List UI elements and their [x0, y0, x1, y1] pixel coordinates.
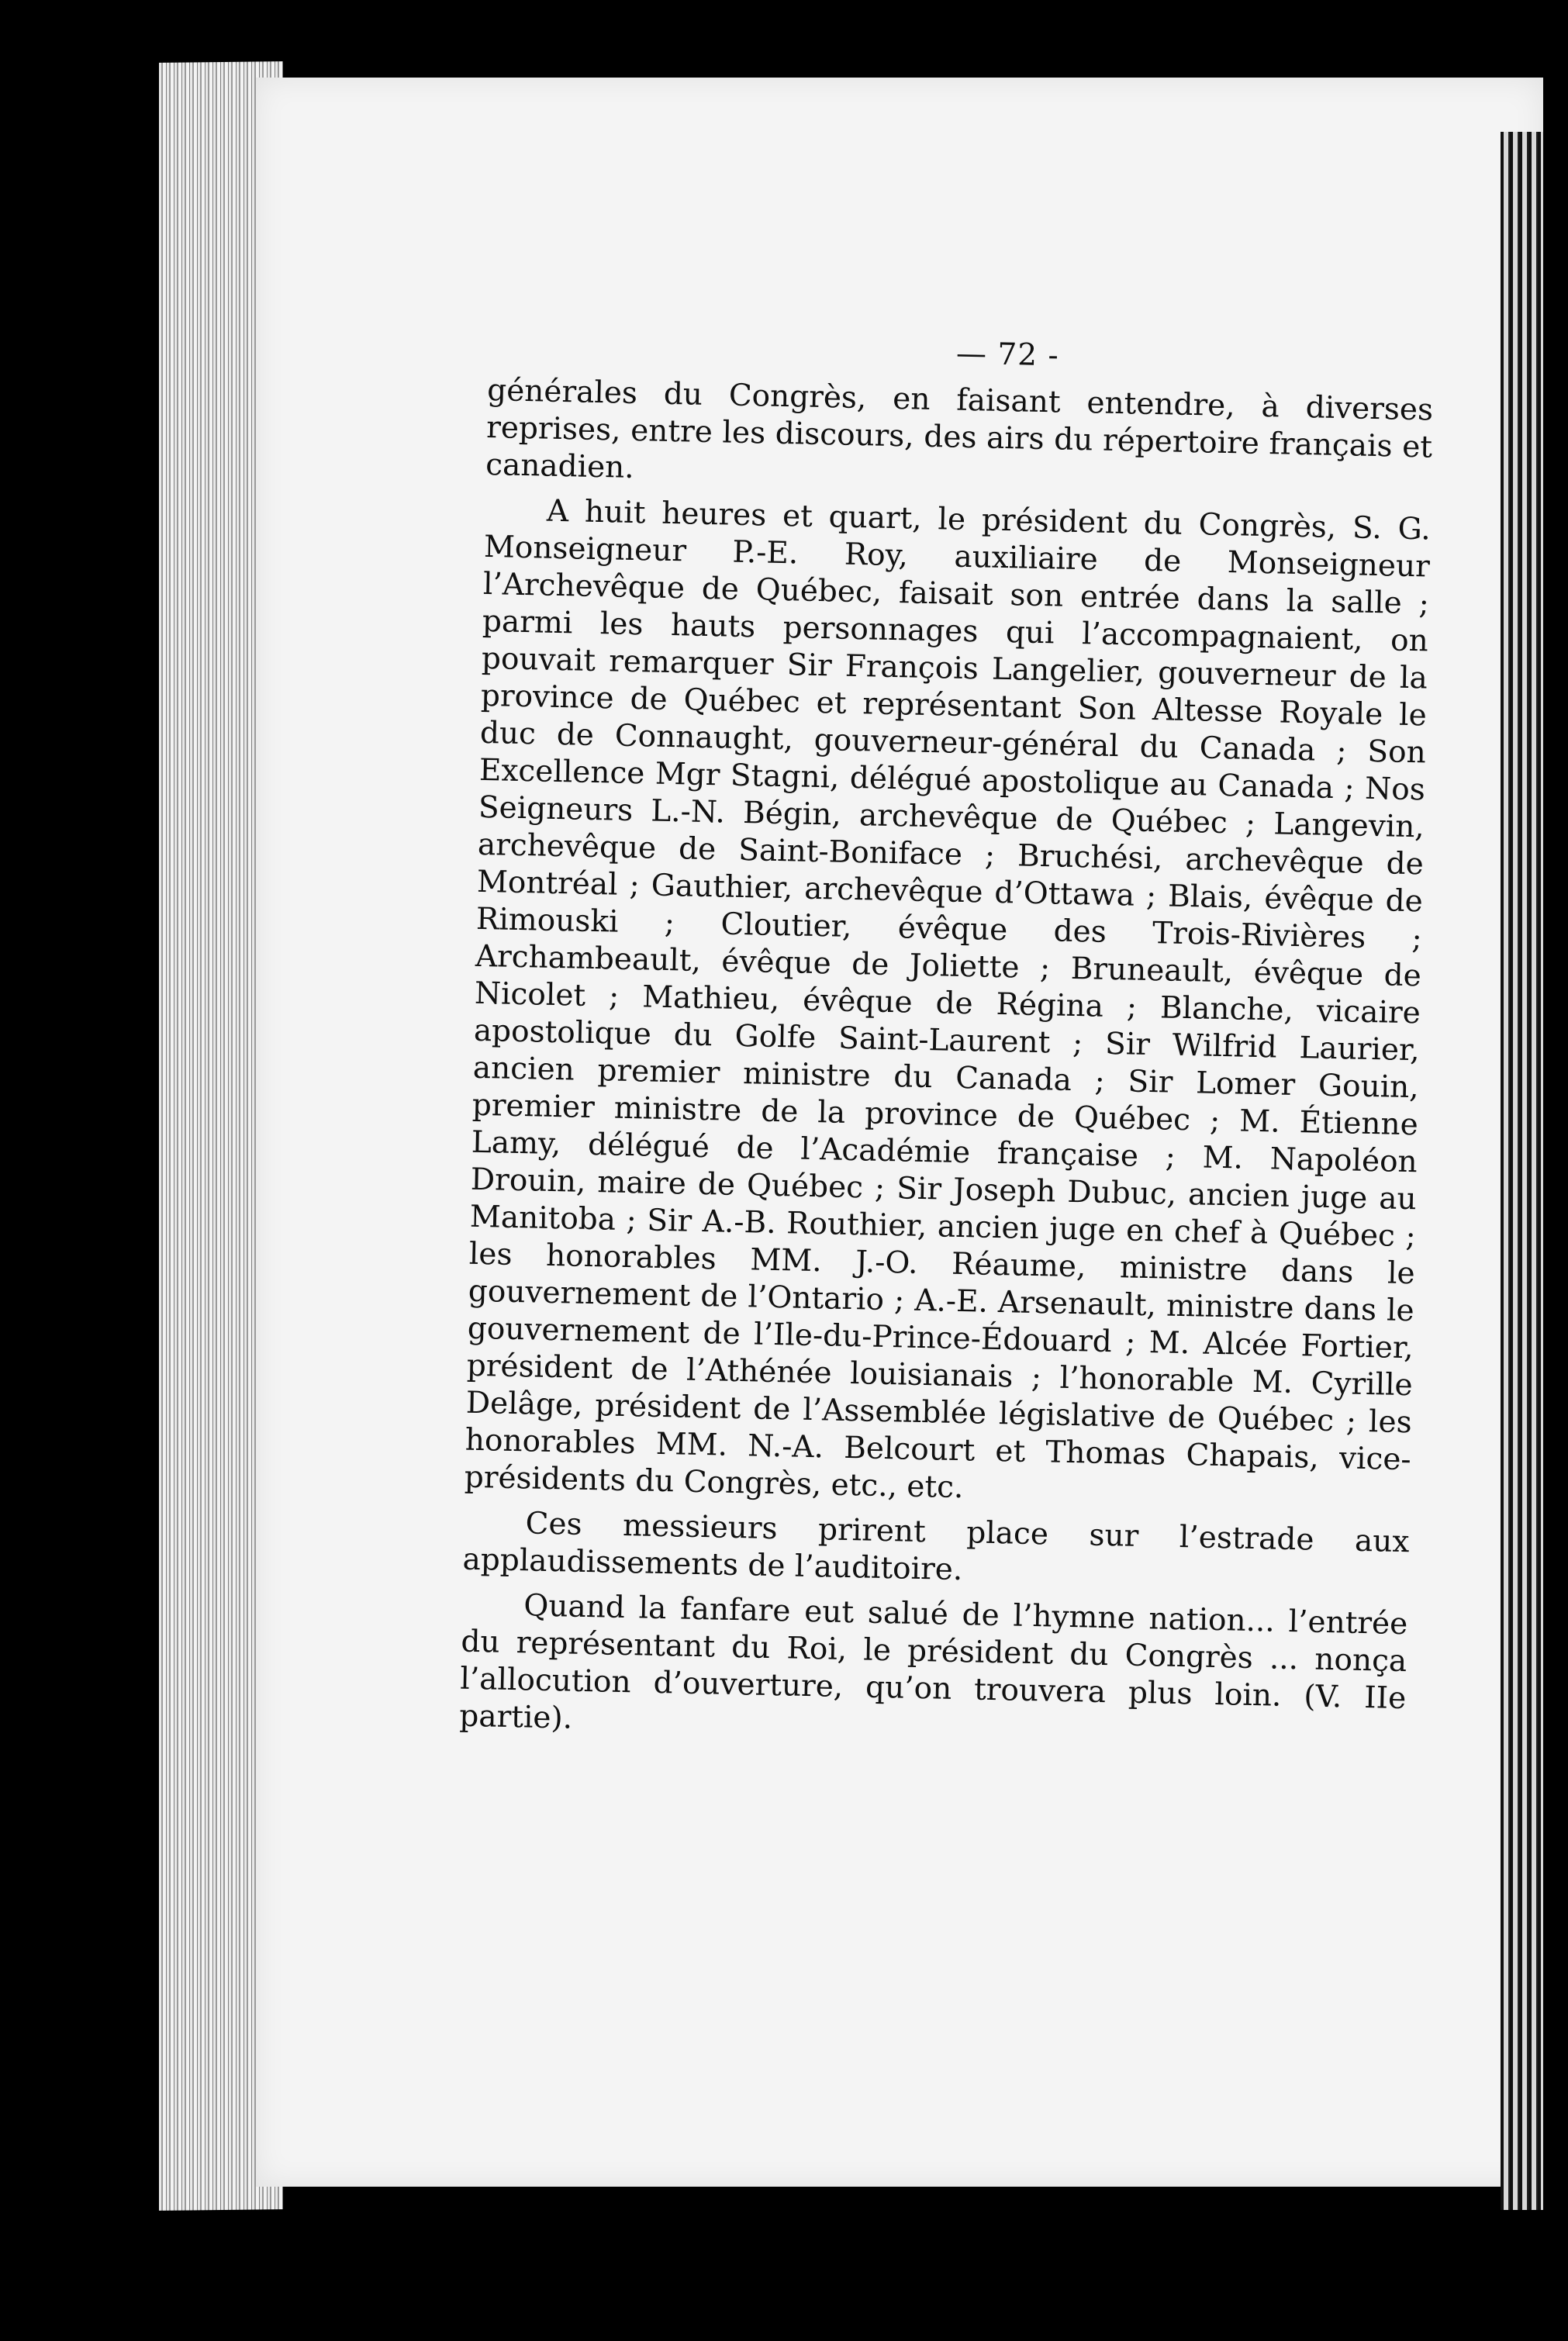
- page-number: — 72 -: [955, 336, 1060, 374]
- paragraph-1: générales du Congrès, en faisant entendre, à diverses reprises, entre les discours, des airs du répertoire français et canadien.: [485, 372, 1434, 485]
- paragraph-3: Ces messieurs prirent place sur l’estrade aux applaudissements de l’auditoire.: [462, 1506, 1410, 1588]
- right-page-edge: [1501, 132, 1543, 2210]
- page-text: [459, 326, 1435, 1763]
- paragraph-4: Quand la fanfare eut salué de l’hymne nation... l’entrée du représentant du Roi, le président du Congrès ... nonça l’allocution d’ouverture, qu’on trouvera plus loin. (V. IIe partie).: [458, 1588, 1408, 1736]
- paragraph-2: A huit heures et quart, le président du Congrès, S. G. Monseigneur P.-E. Roy, auxiliaire de Monseigneur l’Archevêque de Québec, faisait son entrée dans la salle ; parmi les hauts personnages qui l’accompagnaient, on pouvait remarquer Sir François Langelier, gouverneur de la province de Québec et représentant Son Altesse Royale le duc de Connaught, gouverneur-général du Canada ; Son Excellence Mgr Stagni, délégué apostolique au Canada ; Nos Seigneurs L.-N. Bégin, archevêque de Québec ; Langevin, archevêque de Saint-Boniface ; Bruchési, archevêque de Montréal ; Gauthier, archevêque d’Ottawa ; Blais, évêque de Rimouski ; Cloutier, évêque des Trois-Rivières ; Archambeault, évêque de Joliette ; Bruneault, évêque de Nicolet ; Mathieu, évêque de Régina ; Blanche, vicaire apostolique du Golfe Saint-Laurent ; Sir Wilfrid Laurier, ancien premier ministre du Canada ; Sir Lomer Gouin, premier ministre de la province de Québec ; M. Étienne Lamy, délégué de l’Académie française ; M. Napoléon Drouin, maire de Québec ; Sir Joseph Dubuc, ancien juge au Manitoba ; Sir A.-B. Routhier, ancien juge en chef à Québec ; les honorables MM. J.-O. Réaume, ministre dans le gouvernement de l’Ontario ; A.-E. Arsenault, ministre dans le gouvernement de l’Ile-du-Prince-Édouard ; M. Alcée Fortier, président de l’Athénée louisianais ; l’honorable M. Cyrille Delâge, président de l’Assemblée législative de Québec ; les honorables MM. N.-A. Belcourt et Thomas Chapais, vice-présidents du Congrès, etc., etc.: [464, 493, 1432, 1506]
